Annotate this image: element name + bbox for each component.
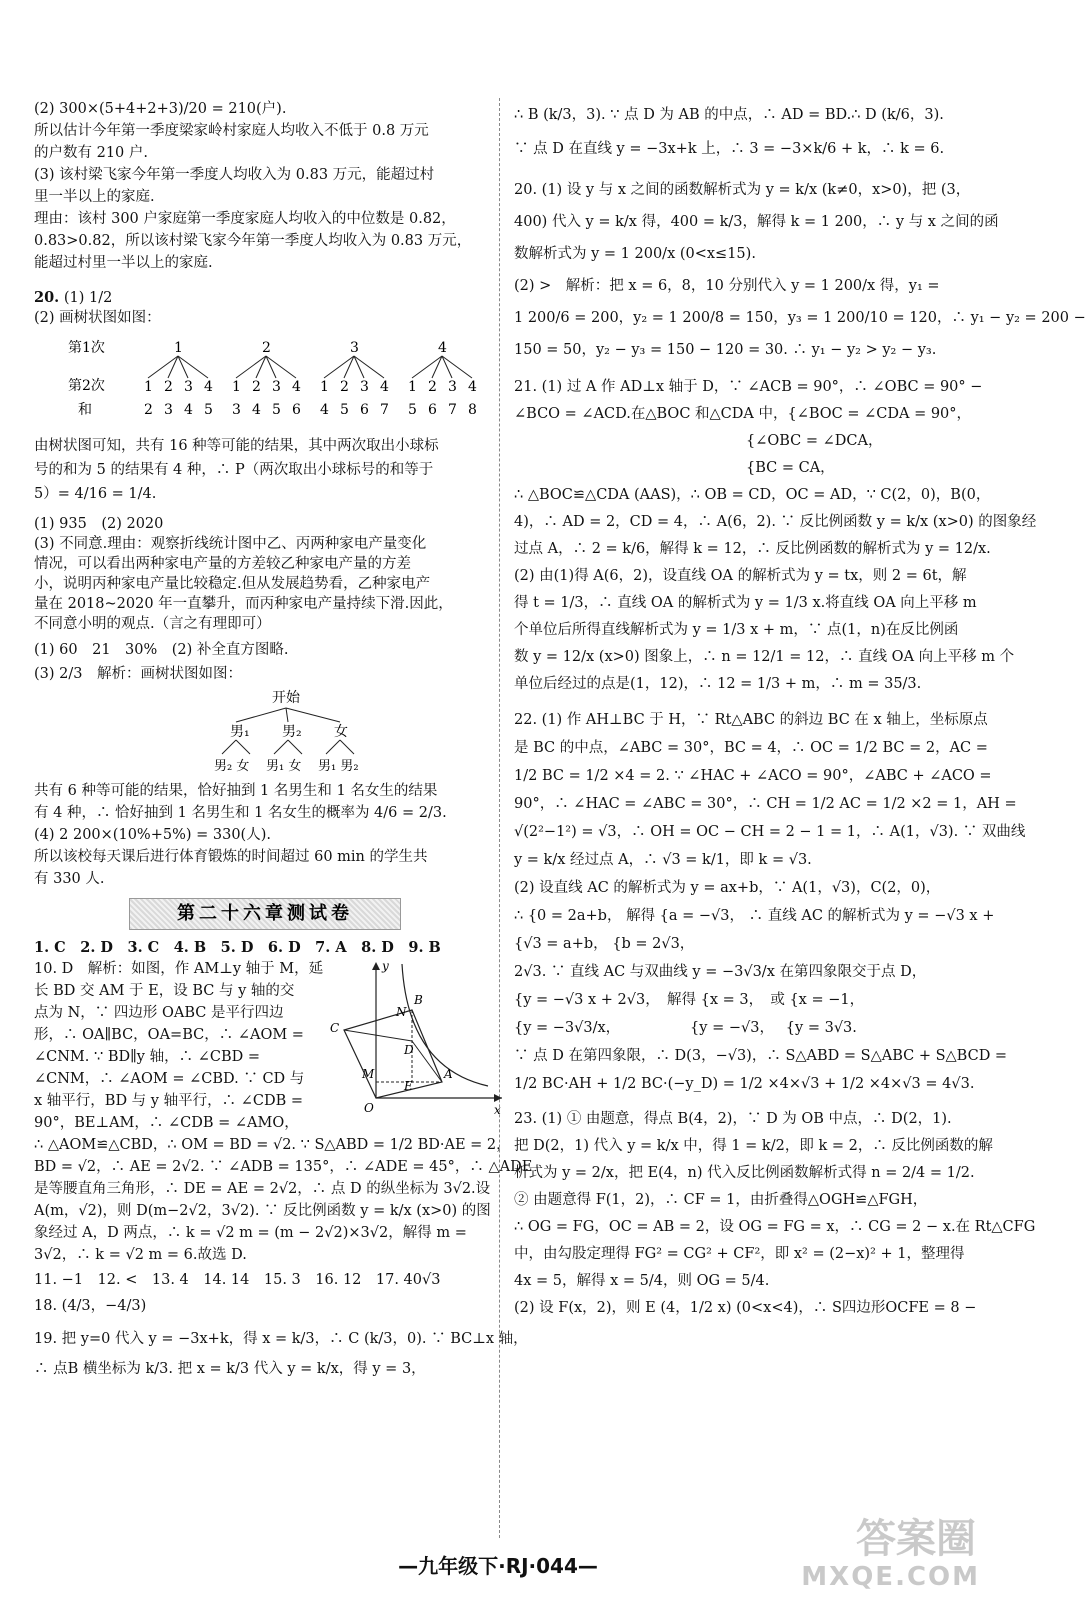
text-line: 量在 2018~2020 年一直攀升，而丙种家电产量持续下滑.因此， bbox=[34, 596, 453, 612]
text-line: 21. (1) 过 A 作 AD⊥x 轴于 D，∵ ∠ACB = 90°，∴ ∠OBC = 90° − bbox=[514, 379, 983, 395]
text-line: (2) 300×(5+4+2+3)/20 = 210(户). bbox=[34, 101, 287, 117]
text-line: 150 = 50，y₂ − y₃ = 150 − 120 = 30. ∴ y₁ − y₂ > y₂ − y₃. bbox=[514, 342, 937, 358]
q19-continued-block bbox=[34, 98, 496, 274]
text-line: (2) 设 F(x，2)，则 E (4，1/2 x) (0<x<4)，∴ S四边形OCFE = 8 − bbox=[514, 1300, 977, 1316]
text-line: 4x = 5，解得 x = 5/4，则 OG = 5/4. bbox=[514, 1273, 770, 1289]
q20-number: 20. bbox=[34, 289, 60, 306]
tree-diagram-20 bbox=[68, 334, 488, 424]
q19-block bbox=[34, 1324, 528, 1384]
q20-block bbox=[34, 288, 496, 434]
text-line: BD = √2，∴ AE = 2√2. ∵ ∠ADB = 135°，∴ ∠ADE = 45°，∴ △ADE bbox=[34, 1159, 533, 1175]
tree-sum-value: 5 bbox=[340, 402, 349, 418]
text-line: 长 BD 交 AM 于 E，设 BC 与 y 轴的交 bbox=[34, 983, 295, 999]
tree-branch bbox=[288, 740, 302, 754]
column-divider bbox=[499, 98, 500, 1538]
tree-child-node: 3 bbox=[272, 379, 281, 395]
q10-block bbox=[34, 958, 533, 1266]
text-line: 单位后经过的点是(1，12)，∴ 12 = 1/3 + m，∴ m = 35/3. bbox=[514, 676, 922, 692]
text-line: ∵ 点 D 在直线 y = −3x+k 上，∴ 3 = −3×k/6 + k，∴ k = 6. bbox=[514, 141, 945, 157]
tree22-level2-node: 男₂ 女 bbox=[214, 759, 250, 774]
tree-root-node: 3 bbox=[350, 340, 359, 356]
tree-sum-value: 2 bbox=[144, 402, 153, 418]
text-line: 10. D 解析：如图，作 AM⊥y 轴于 M，延 bbox=[34, 961, 324, 977]
figure-point-label: y bbox=[382, 959, 389, 973]
tree-child-node: 1 bbox=[144, 379, 153, 395]
geometry-figure bbox=[324, 958, 504, 1138]
tree-root-node: 1 bbox=[174, 340, 183, 356]
tree-root-node: 2 bbox=[262, 340, 271, 356]
tree-row3-label: 和 bbox=[78, 402, 92, 418]
text-line: (1) 60 21 30% (2) 补全直方图略. bbox=[34, 642, 289, 658]
watermark-logo: 答案圈 bbox=[856, 1516, 976, 1562]
tree-child-node: 4 bbox=[468, 379, 477, 395]
text-line: 里一半以上的家庭. bbox=[34, 189, 155, 205]
text-line: ∠CNM，∴ ∠AOM = ∠CBD. ∵ CD 与 bbox=[34, 1071, 305, 1087]
tree-child-node: 3 bbox=[184, 379, 193, 395]
text-line: 不同意小明的观点.（言之有理即可） bbox=[34, 616, 271, 632]
tree-child-node: 2 bbox=[252, 379, 261, 395]
text-line: y = k/x 经过点 A，∴ √3 = k/1，即 k = √3. bbox=[514, 852, 812, 868]
figure-point-label: C bbox=[330, 1021, 340, 1035]
tree-sum-value: 8 bbox=[468, 402, 477, 418]
page-footer: —九年级下·RJ·044— bbox=[398, 1554, 598, 1578]
text-line: {y = −√3 x + 2√3， 解得 {x = 3， 或 {x = −1， bbox=[514, 992, 865, 1008]
tree22-level1-node: 男₁ bbox=[230, 724, 250, 740]
text-line: ∠BCO = ∠ACD.在△BOC 和△CDA 中，{∠BOC = ∠CDA = 90°， bbox=[514, 406, 972, 422]
q23-solution bbox=[514, 1106, 1036, 1322]
text-line: (3) 该村梁飞家今年第一季度人均收入为 0.83 万元，能超过村 bbox=[34, 167, 435, 183]
text-line: ∵ 点 D 在第四象限，∴ D(3，−√3)，∴ S△ABD = S△ABC + S△BCD = bbox=[514, 1048, 1008, 1064]
tree-branch bbox=[286, 708, 288, 722]
text-line: 3√2，∴ k = √2 m = 6.故选 D. bbox=[34, 1247, 247, 1263]
tree-sum-value: 3 bbox=[232, 402, 241, 418]
tree22-level2-node: 男₁ 男₂ bbox=[318, 759, 359, 774]
text-line: 把 D(2，1) 代入 y = k/x 中，得 1 = k/2，即 k = 2，∴ 反比例函数的解 bbox=[514, 1138, 993, 1154]
text-line: 数 y = 12/x (x>0) 图象上，∴ n = 12/1 = 12，∴ 直线 OA 向上平移 m 个 bbox=[514, 649, 1015, 665]
tree-sum-value: 7 bbox=[448, 402, 457, 418]
text-line: 理由：该村 300 户家庭第一季度家庭人均收入的中位数是 0.82， bbox=[34, 211, 456, 227]
q20-solution bbox=[514, 174, 1086, 366]
tree-child-node: 4 bbox=[380, 379, 389, 395]
text-line: 所以估计今年第一季度梁家岭村家庭人均收入不低于 0.8 万元 bbox=[34, 123, 429, 139]
mc-answers: 1. C 2. D 3. C 4. B 5. D 6. D 7. A 8. D 9. B bbox=[34, 939, 441, 956]
text-line: 23. (1) ① 由题意，得点 B(4，2)，∵ D 为 OB 中点，∴ D(2，1). bbox=[514, 1111, 952, 1127]
text-line: √(2²−1²) = √3，∴ OH = OC − CH = 2 − 1 = 1，∴ A(1，√3). ∵ 双曲线 bbox=[514, 824, 1026, 840]
text-line: 所以该校每天课后进行体育锻炼的时间超过 60 min 的学生共 bbox=[34, 849, 428, 865]
tree-sum-value: 6 bbox=[292, 402, 301, 418]
text-line: 是等腰直角三角形，∴ DE = AE = 2√2，∴ 点 D 的纵坐标为 3√2.设 bbox=[34, 1181, 491, 1197]
text-line: 5）= 4/16 = 1/4. bbox=[34, 486, 157, 502]
tree-child-node: 1 bbox=[408, 379, 417, 395]
tree-row1-label: 第1次 bbox=[68, 340, 105, 356]
q20-conclusion bbox=[34, 434, 496, 506]
tree-sum-value: 4 bbox=[252, 402, 261, 418]
text-line: 情况，可以看出两种家电产量的方差较乙种家电产量的方差 bbox=[34, 556, 411, 572]
tree-diagram-22 bbox=[154, 686, 574, 776]
text-line: 是 BC 的中点，∠ABC = 30°，BC = 4，∴ OC = 1/2 BC = 2，AC = bbox=[514, 740, 988, 756]
tree-child-node: 2 bbox=[428, 379, 437, 395]
tree-sum-value: 7 bbox=[380, 402, 389, 418]
tree-sum-value: 5 bbox=[204, 402, 213, 418]
text-line: 小，说明丙种家电产量比较稳定.但从发展趋势看，乙种家电产 bbox=[34, 576, 431, 592]
text-line: 19. 把 y=0 代入 y = −3x+k，得 x = k/3，∴ C (k/3，0). ∵ BC⊥x 轴， bbox=[34, 1331, 528, 1347]
text-line: {√3 = a+b， {b = 2√3， bbox=[514, 936, 695, 952]
text-line: 得 t = 1/3，∴ 直线 OA 的解析式为 y = 1/3 x.将直线 OA 向上平移 m bbox=[514, 595, 977, 611]
tree-root-node: 4 bbox=[438, 340, 447, 356]
text-line: 能超过村里一半以上的家庭. bbox=[34, 255, 213, 271]
text-line: 点为 N，∵ 四边形 OABC 是平行四边 bbox=[34, 1005, 284, 1021]
q19-solution-end bbox=[514, 98, 972, 166]
tree-branch bbox=[274, 740, 288, 754]
text-line: (3) 2/3 解析：画树状图如图： bbox=[34, 666, 242, 682]
q20-part2: (2) 画树状图如图： bbox=[34, 310, 161, 326]
text-line: 形，∴ OA∥BC，OA=BC，∴ ∠AOM = bbox=[34, 1027, 304, 1043]
tree-child-node: 2 bbox=[340, 379, 349, 395]
chapter-title: 第二十六章测试卷 bbox=[129, 898, 401, 930]
text-line: 22. (1) 作 AH⊥BC 于 H，∵ Rt△ABC 的斜边 BC 在 x 轴上，坐标原点 bbox=[514, 712, 988, 728]
tree-branch bbox=[286, 708, 340, 722]
right-column bbox=[514, 98, 1086, 1322]
tree-child-node: 3 bbox=[448, 379, 457, 395]
figure-point-label: D bbox=[404, 1043, 414, 1057]
text-line: 2√3. ∵ 直线 AC 与双曲线 y = −3√3/x 在第四象限交于点 D， bbox=[514, 964, 927, 980]
tree22-root: 开始 bbox=[272, 690, 300, 706]
text-line: 号的和为 5 的结果有 4 种，∴ P（两次取出小球标号的和等于 bbox=[34, 462, 434, 478]
tree-sum-value: 4 bbox=[320, 402, 329, 418]
tree22-level1-node: 男₂ bbox=[282, 724, 302, 740]
text-line: 个单位后所得直线解析式为 y = 1/3 x + m，∵ 点(1，n)在反比例函 bbox=[514, 622, 959, 638]
tree-row2-label: 第2次 bbox=[68, 378, 105, 394]
text-line: (1) 935 (2) 2020 bbox=[34, 516, 164, 532]
figure-point-label: A bbox=[444, 1067, 453, 1081]
tree-sum-value: 5 bbox=[408, 402, 417, 418]
q21-solution bbox=[514, 374, 1037, 698]
tree-branch bbox=[236, 708, 286, 722]
text-line: (4) 2 200×(10%+5%) = 330(人). bbox=[34, 827, 271, 843]
tree-sum-value: 6 bbox=[428, 402, 437, 418]
text-line: 过点 A，∴ 2 = k/6，解得 k = 12，∴ 反比例函数的解析式为 y = 12/x. bbox=[514, 541, 991, 557]
text-line: (2) 设直线 AC 的解析式为 y = ax+b，∵ A(1，√3)，C(2，0)， bbox=[514, 880, 941, 896]
figure-point-label: B bbox=[414, 993, 423, 1007]
text-line: ∴ {0 = 2a+b， 解得 {a = −√3， ∴ 直线 AC 的解析式为 y = −√3 x + bbox=[514, 908, 995, 924]
figure-point-label: x bbox=[494, 1103, 501, 1117]
figure-point-label: E bbox=[404, 1079, 413, 1093]
tree-branch bbox=[326, 740, 340, 754]
text-line: (2) 由(1)得 A(6，2)，设直线 OA 的解析式为 y = tx，则 2 = 6t，解 bbox=[514, 568, 967, 584]
text-line: ∴ 点B 横坐标为 k/3. 把 x = k/3 代入 y = k/x，得 y = 3， bbox=[34, 1361, 426, 1377]
tree-child-node: 1 bbox=[320, 379, 329, 395]
text-line: 20. (1) 设 y 与 x 之间的函数解析式为 y = k/x (k≠0，x>0)，把 (3， bbox=[514, 182, 971, 198]
left-column bbox=[34, 98, 533, 1384]
text-line: {y = −3√3/x， {y = −√3， {y = 3√3. bbox=[514, 1020, 857, 1036]
text-line: ∴ △BOC≌△CDA (AAS)，∴ OB = CD，OC = AD，∵ C(2，0)，B(0， bbox=[514, 487, 991, 503]
text-line: ② 由题意得 F(1，2)，∴ CF = 1，由折叠得△OGH≌△FGH， bbox=[514, 1192, 928, 1208]
tree-sum-value: 4 bbox=[184, 402, 193, 418]
q22-block bbox=[34, 638, 496, 890]
q22-solution bbox=[514, 706, 1026, 1098]
figure-point-label: O bbox=[364, 1101, 374, 1115]
text-line: 90°，∴ ∠HAC = ∠ABC = 30°，∴ CH = 1/2 AC = 1/2 ×2 = 1，AH = bbox=[514, 796, 1017, 812]
text-line: 析式为 y = 2/x，把 E(4，n) 代入反比例函数解析式得 n = 2/4 = 1/2. bbox=[514, 1165, 975, 1181]
text-line: 90°，BE⊥AM，∴ ∠CDB = ∠AMO， bbox=[34, 1115, 299, 1131]
text-line: (3) 不同意.理由：观察折线统计图中乙、丙两种家电产量变化 bbox=[34, 536, 427, 552]
tree-child-node: 4 bbox=[292, 379, 301, 395]
tree-branch bbox=[340, 740, 354, 754]
text-line: {∠OBC = ∠DCA， bbox=[514, 433, 883, 449]
text-line: 共有 6 种等可能的结果，恰好抽到 1 名男生和 1 名女生的结果 bbox=[34, 783, 438, 799]
fill-answers: 11. −1 12. < 13. 4 14. 14 15. 3 16. 12 17. 40√3 bbox=[34, 1272, 441, 1288]
tree22-level1-node: 女 bbox=[334, 724, 348, 740]
text-line: ∴ OG = FG，OC = AB = 2，设 OG = FG = x，∴ CG = 2 − x.在 Rt△CFG bbox=[514, 1219, 1036, 1235]
text-line: 1 200/6 = 200，y₂ = 1 200/8 = 150，y₃ = 1 200/10 = 120，∴ y₁ − y₂ = 200 − bbox=[514, 310, 1086, 326]
figure-point-label: M bbox=[362, 1067, 375, 1081]
tree-child-node: 3 bbox=[360, 379, 369, 395]
text-line: 0.83>0.82，所以该村梁飞家今年第一季度人均收入为 0.83 万元， bbox=[34, 233, 472, 249]
text-line: 1/2 BC·AH + 1/2 BC·(−y_D) = 1/2 ×4×√3 + 1/2 ×4×√3 = 4√3. bbox=[514, 1076, 975, 1092]
q20-part1: (1) 1/2 bbox=[63, 290, 113, 306]
text-line: ∴ B (k/3，3). ∵ 点 D 为 AB 的中点，∴ AD = BD.∴ D (k/6，3). bbox=[514, 107, 944, 123]
tree22-level2-node: 男₁ 女 bbox=[266, 759, 302, 774]
q21-block bbox=[34, 514, 496, 634]
watermark-url: MXQE.COM bbox=[801, 1562, 980, 1592]
text-line: 400) 代入 y = k/x 得，400 = k/3，解得 k = 1 200，∴ y 与 x 之间的函 bbox=[514, 214, 999, 230]
q18-answer: 18. (4/3，−4/3) bbox=[34, 1298, 147, 1314]
tree-branch bbox=[236, 740, 250, 754]
text-line: 1/2 BC = 1/2 ×4 = 2. ∵ ∠HAC + ∠ACO = 90°，∠ABC + ∠ACO = bbox=[514, 768, 992, 784]
text-line: x 轴平行，BD 与 y 轴平行，∴ ∠CDB = bbox=[34, 1093, 303, 1109]
text-line: 数解析式为 y = 1 200/x (0<x≤15). bbox=[514, 246, 756, 262]
text-line: ∴ △AOM≌△CBD，∴ OM = BD = √2. ∵ S△ABD = 1/2 BD·AE = 2， bbox=[34, 1137, 511, 1153]
tree-child-node: 4 bbox=[204, 379, 213, 395]
figure-point-label: N bbox=[396, 1005, 407, 1019]
text-line: (2) > 解析：把 x = 6，8，10 分别代入 y = 1 200/x 得，y₁ = bbox=[514, 278, 940, 294]
text-line: 4)，∴ AD = 2，CD = 4，∴ A(6，2). ∵ 反比例函数 y = k/x (x>0) 的图象经 bbox=[514, 514, 1037, 530]
text-line: 象经过 A，D 两点，∴ k = √2 m = (m − 2√2)×3√2，解得 m = bbox=[34, 1225, 467, 1241]
tree-sum-value: 6 bbox=[360, 402, 369, 418]
text-line: 的户数有 210 户. bbox=[34, 145, 149, 161]
text-line: 有 330 人. bbox=[34, 871, 105, 887]
text-line: 由树状图可知，共有 16 种等可能的结果，其中两次取出小球标 bbox=[34, 438, 439, 454]
text-line: 有 4 种，∴ 恰好抽到 1 名男生和 1 名女生的概率为 4/6 = 2/3. bbox=[34, 805, 447, 821]
tree-branch bbox=[222, 740, 236, 754]
text-line: A(m，√2)，则 D(m−2√2，3√2). ∵ 反比例函数 y = k/x (x>0) 的图 bbox=[34, 1203, 491, 1219]
tree-child-node: 1 bbox=[232, 379, 241, 395]
text-line: ∠CNM. ∵ BD∥y 轴，∴ ∠CBD = bbox=[34, 1049, 261, 1065]
text-line: {BC = CA， bbox=[514, 460, 835, 476]
tree-sum-value: 5 bbox=[272, 402, 281, 418]
text-line: 中，由勾股定理得 FG² = CG² + CF²，即 x² = (2−x)² + 1，整理得 bbox=[514, 1246, 965, 1262]
tree-sum-value: 3 bbox=[164, 402, 173, 418]
tree-child-node: 2 bbox=[164, 379, 173, 395]
